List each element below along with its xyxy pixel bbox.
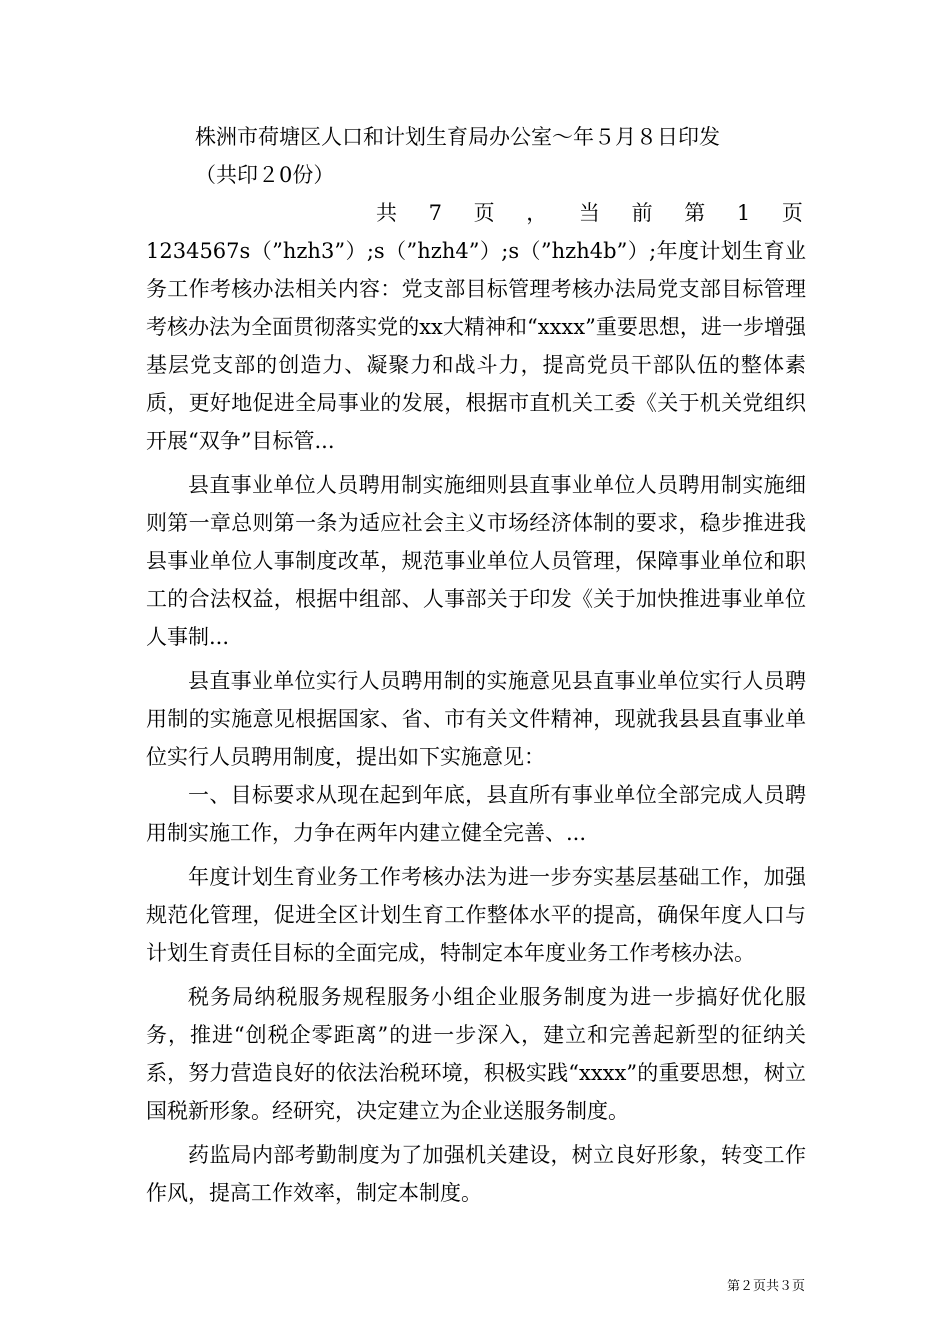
paragraph: 年度计划生育业务工作考核办法为进一步夯实基层基础工作，加强规范化管理，促进全区计划生育工作整体水平的提高，确保年度人口与计划生育责任目标的全面完成，特制定本年度业务工作考核办法。 bbox=[146, 865, 806, 965]
document-body bbox=[146, 118, 806, 1212]
paragraph: 县直事业单位人员聘用制实施细则县直事业单位人员聘用制实施细则第一章总则第一条为适应社会主义市场经济体制的要求，稳步推进我县事业单位人事制度改革，规范事业单位人员管理，保障事业单位和职工的合法权益，根据中组部、人事部关于印发《关于加快推进事业单位人事制... bbox=[146, 473, 806, 649]
paragraph: 药监局内部考勤制度为了加强机关建设，树立良好形象，转变工作作风，提高工作效率，制定本制度。 bbox=[146, 1143, 806, 1205]
print-count-line: （共印２0份） bbox=[195, 163, 335, 187]
paragraph: 一、目标要求从现在起到年底，县直所有事业单位全部完成人员聘用制实施工作，力争在两年内建立健全完善、... bbox=[146, 783, 806, 845]
paragraph: 县直事业单位实行人员聘用制的实施意见县直事业单位实行人员聘用制的实施意见根据国家、省、市有关文件精神，现就我县县直事业单位实行人员聘用制度，提出如下实施意见： bbox=[146, 669, 806, 769]
page-count-line: 共 7 页 ， 当 前 第 1 页 bbox=[376, 201, 806, 225]
paragraph: 税务局纳税服务规程服务小组企业服务制度为进一步搞好优化服务，推进“创税企零距离”的进一步深入，建立和完善起新型的征纳关系，努力营造良好的依法治税环境，积极实践“xxxx”的重要思想，树立国税新形象。经研究，决定建立为企业送服务制度。 bbox=[146, 985, 806, 1123]
page-footer: 第２页共３页 bbox=[726, 1279, 805, 1294]
issuer-line: 株洲市荷塘区人口和计划生育局办公室～年５月８日印发 bbox=[195, 125, 720, 149]
paragraph: 1234567s（”hzh3”）;s（”hzh4”）;s（”hzh4b”）;年度计划生育业务工作考核办法相关内容：党支部目标管理考核办法局党支部目标管理考核办法为全面贯彻落实党的xx大精神和“xxxx”重要思想，进一步增强基层党支部的创造力、凝聚力和战斗力，提高党员干部队伍的整体素质，更好地促进全局事业的发展，根据市直机关工委《关于机关党组织开展“双争”目标管... bbox=[146, 239, 806, 453]
